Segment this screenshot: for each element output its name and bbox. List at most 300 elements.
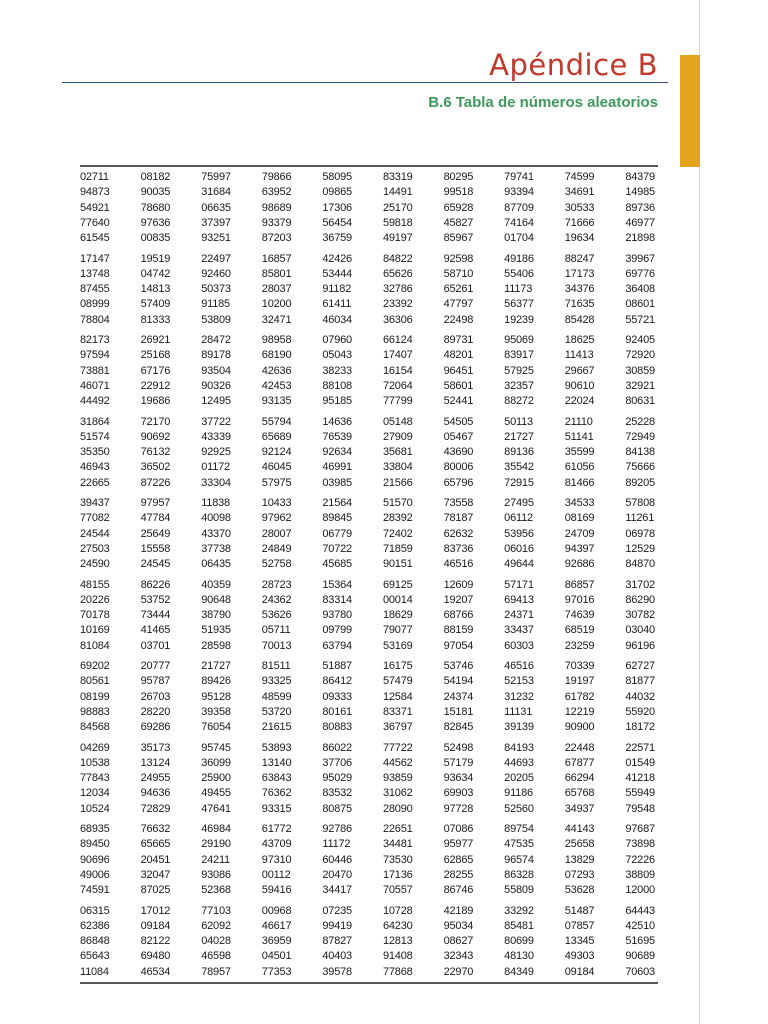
- table-cell: 55721: [625, 313, 655, 326]
- table-row: [80, 557, 658, 572]
- table-cell: 17173: [564, 267, 595, 280]
- table-cell: 68190: [261, 349, 292, 362]
- table-cell: 19207: [443, 593, 474, 606]
- table-cell: 31232: [504, 690, 534, 703]
- table-cell: 35542: [504, 461, 534, 474]
- table-cell: 12609: [443, 578, 474, 591]
- table-cell: 49197: [382, 232, 413, 245]
- table-cell: 89736: [625, 201, 655, 214]
- table-row: [80, 904, 658, 919]
- table-cell: 45827: [443, 216, 474, 229]
- table-cell: 92925: [201, 446, 231, 459]
- table-cell: 42453: [261, 379, 292, 392]
- table-row: [80, 837, 658, 852]
- table-cell: 22448: [564, 741, 595, 754]
- table-cell: 69413: [504, 593, 534, 606]
- table-cell: 98958: [261, 334, 292, 346]
- table-cell: 43690: [443, 446, 474, 459]
- table-cell: 28255: [443, 868, 474, 881]
- table-cell: 89426: [201, 675, 231, 688]
- table-cell: 28220: [140, 705, 171, 718]
- table-cell: 46617: [261, 919, 292, 932]
- table-cell: 07235: [322, 904, 352, 917]
- table-cell: 05467: [443, 430, 474, 443]
- table-row: [80, 853, 658, 868]
- table-cell: 24362: [261, 593, 292, 606]
- table-cell: 89845: [322, 512, 352, 525]
- table-cell: 71859: [382, 542, 413, 555]
- table-cell: 17147: [80, 252, 110, 265]
- table-cell: 75997: [201, 171, 231, 183]
- table-cell: 11261: [625, 512, 655, 525]
- table-cell: 08182: [140, 171, 171, 183]
- table-cell: 81511: [261, 660, 291, 672]
- table-cell: 95128: [201, 690, 231, 703]
- table-cell: 55406: [504, 267, 534, 280]
- table-cell: 83917: [504, 349, 534, 362]
- table-cell: 63843: [261, 772, 292, 785]
- table-cell: 03701: [140, 639, 171, 652]
- table-cell: 93394: [504, 186, 534, 199]
- table-cell: 39437: [80, 497, 110, 509]
- table-cell: 01549: [625, 756, 655, 769]
- table-cell: 74639: [564, 609, 595, 622]
- table-cell: 46991: [322, 461, 352, 474]
- table-cell: 89731: [443, 334, 474, 346]
- table-cell: 46071: [80, 379, 110, 392]
- table-cell: 39967: [625, 252, 655, 265]
- table-cell: 91185: [201, 298, 230, 311]
- table-cell: 72064: [382, 379, 413, 392]
- table-cell: 59416: [261, 884, 292, 897]
- table-cell: 72829: [140, 802, 171, 815]
- table-cell: 97594: [80, 349, 110, 362]
- table-cell: 93325: [261, 675, 292, 688]
- table-cell: 65643: [80, 950, 110, 963]
- table-cell: 83319: [382, 171, 413, 183]
- table-cell: 06112: [504, 512, 533, 525]
- table-cell: 53169: [382, 639, 413, 652]
- table-cell: 32471: [261, 313, 292, 326]
- table-cell: 51570: [382, 497, 413, 509]
- table-cell: 61772: [261, 823, 292, 835]
- table-cell: 82173: [80, 334, 110, 346]
- table-cell: 74164: [504, 216, 534, 229]
- table-cell: 95185: [322, 395, 352, 408]
- table-row: [80, 216, 658, 231]
- table-cell: 93780: [322, 609, 352, 622]
- table-cell: 15181: [443, 705, 474, 718]
- table-cell: 21564: [322, 497, 352, 509]
- table-cell: 44562: [382, 756, 413, 769]
- table-cell: 51695: [625, 935, 655, 948]
- table-cell: 06016: [504, 542, 534, 555]
- table-row: [80, 415, 658, 430]
- table-cell: 84870: [625, 558, 655, 571]
- table-cell: 28472: [201, 334, 231, 346]
- row-block: [80, 252, 658, 334]
- table-cell: 68935: [80, 823, 110, 835]
- table-cell: 34481: [382, 838, 413, 851]
- table-cell: 21898: [625, 232, 655, 245]
- table-cell: 90648: [201, 593, 231, 606]
- table-cell: 84349: [504, 965, 534, 978]
- table-cell: 97962: [261, 512, 292, 525]
- table-cell: 72915: [504, 476, 534, 489]
- table-cell: 93251: [201, 232, 231, 245]
- table-cell: 79741: [504, 171, 534, 183]
- table-cell: 76632: [140, 823, 171, 835]
- table-cell: 06635: [201, 201, 231, 214]
- table-cell: 36408: [625, 283, 655, 296]
- table-cell: 19239: [504, 313, 534, 326]
- table-cell: 37722: [201, 415, 231, 428]
- table-cell: 13345: [564, 935, 595, 948]
- table-cell: 89136: [504, 446, 534, 459]
- table-cell: 10728: [382, 904, 413, 917]
- table-cell: 13124: [140, 756, 171, 769]
- table-cell: 23259: [564, 639, 595, 652]
- table-cell: 67176: [140, 364, 171, 377]
- table-cell: 33304: [201, 476, 231, 489]
- table-row: [80, 822, 658, 837]
- row-block: [80, 822, 658, 904]
- table-cell: 85428: [564, 313, 595, 326]
- table-cell: 95787: [140, 675, 171, 688]
- row-block: [80, 578, 658, 660]
- table-cell: 70603: [625, 965, 655, 978]
- table-cell: 33437: [504, 624, 534, 637]
- table-row: [80, 511, 658, 526]
- table-cell: 60303: [504, 639, 534, 652]
- table-cell: 53893: [261, 741, 292, 754]
- table-row: [80, 705, 658, 720]
- table-cell: 50113: [504, 415, 533, 428]
- table-cell: 87455: [80, 283, 110, 296]
- table-cell: 75666: [625, 461, 655, 474]
- table-cell: 97728: [443, 802, 474, 815]
- table-cell: 24374: [443, 690, 474, 703]
- table-cell: 51574: [80, 430, 110, 443]
- table-cell: 79077: [382, 624, 413, 637]
- table-cell: 07293: [564, 868, 595, 881]
- table-cell: 80161: [322, 705, 352, 718]
- table-cell: 09799: [322, 624, 352, 637]
- table-cell: 97957: [140, 497, 171, 509]
- table-row: [80, 430, 658, 445]
- table-cell: 70557: [382, 884, 413, 897]
- table-cell: 22970: [443, 965, 474, 978]
- table-cell: 36759: [322, 232, 352, 245]
- table-cell: 52153: [504, 675, 534, 688]
- table-cell: 18172: [625, 721, 655, 734]
- table-cell: 40403: [322, 950, 352, 963]
- table-cell: 53956: [504, 527, 534, 540]
- table-cell: 80295: [443, 171, 474, 183]
- table-cell: 17306: [322, 201, 352, 214]
- table-cell: 94397: [564, 542, 595, 555]
- table-cell: 97687: [625, 823, 655, 835]
- table-cell: 44492: [80, 395, 110, 408]
- table-cell: 12584: [382, 690, 413, 703]
- table-cell: 24211: [201, 853, 230, 866]
- table-row: [80, 593, 658, 608]
- table-cell: 71666: [564, 216, 595, 229]
- table-row: [80, 802, 658, 817]
- table-cell: 80883: [322, 721, 352, 734]
- table-cell: 86746: [443, 884, 474, 897]
- table-cell: 70178: [80, 609, 110, 622]
- table-cell: 89754: [504, 823, 534, 835]
- table-cell: 24371: [504, 609, 534, 622]
- table-cell: 48599: [261, 690, 292, 703]
- table-cell: 77799: [382, 395, 413, 408]
- table-cell: 12495: [201, 395, 231, 408]
- table-cell: 77640: [80, 216, 110, 229]
- table-cell: 97016: [564, 593, 595, 606]
- table-cell: 50373: [201, 283, 231, 296]
- table-cell: 96574: [504, 853, 534, 866]
- table-cell: 95977: [443, 838, 474, 851]
- table-cell: 69286: [140, 721, 171, 734]
- table-cell: 18625: [564, 334, 595, 346]
- table-cell: 07857: [564, 919, 595, 932]
- table-cell: 60446: [322, 853, 352, 866]
- row-block: [80, 170, 658, 252]
- table-cell: 00968: [261, 904, 292, 917]
- table-cell: 76132: [140, 446, 171, 459]
- table-cell: 14985: [625, 186, 655, 199]
- table-cell: 00014: [382, 593, 413, 606]
- table-row: [80, 333, 658, 348]
- table-row: [80, 674, 658, 689]
- row-block: [80, 415, 658, 497]
- table-cell: 20470: [322, 868, 352, 881]
- table-cell: 57975: [261, 476, 292, 489]
- table-row: [80, 185, 658, 200]
- table-cell: 88159: [443, 624, 474, 637]
- table-cell: 12813: [382, 935, 413, 948]
- table-cell: 36959: [261, 935, 292, 948]
- table-cell: 47797: [443, 298, 474, 311]
- table-cell: 94636: [140, 787, 171, 800]
- table-cell: 79548: [625, 802, 655, 815]
- table-cell: 12034: [80, 787, 110, 800]
- table-cell: 78187: [443, 512, 474, 525]
- table-cell: 51487: [564, 904, 595, 917]
- table-cell: 78804: [80, 313, 110, 326]
- table-cell: 01172: [201, 461, 230, 474]
- table-cell: 34376: [564, 283, 595, 296]
- table-cell: 55794: [261, 415, 292, 428]
- table-row: [80, 460, 658, 475]
- table-cell: 86412: [322, 675, 352, 688]
- table-cell: 34533: [564, 497, 595, 509]
- table-cell: 08999: [80, 298, 110, 311]
- table-cell: 69903: [443, 787, 474, 800]
- table-cell: 21566: [382, 476, 413, 489]
- table-cell: 71635: [564, 298, 595, 311]
- table-cell: 21110: [564, 415, 593, 428]
- table-cell: 73530: [382, 853, 413, 866]
- table-cell: 66294: [564, 772, 595, 785]
- table-cell: 97054: [443, 639, 474, 652]
- table-cell: 84138: [625, 446, 655, 459]
- table-cell: 57808: [625, 497, 655, 509]
- table-cell: 46534: [140, 965, 171, 978]
- table-cell: 06779: [322, 527, 352, 540]
- table-row: [80, 527, 658, 542]
- table-cell: 76054: [201, 721, 231, 734]
- table-cell: 11084: [80, 965, 109, 978]
- table-cell: 16175: [382, 660, 413, 672]
- table-cell: 48155: [80, 578, 110, 591]
- table-row: [80, 379, 658, 394]
- section-title: B.6 Tabla de números aleatorios: [428, 94, 658, 111]
- table-cell: 67877: [564, 756, 595, 769]
- table-cell: 30782: [625, 609, 655, 622]
- table-cell: 03985: [322, 476, 352, 489]
- table-cell: 85967: [443, 232, 474, 245]
- table-row: [80, 919, 658, 934]
- table-cell: 95034: [443, 919, 474, 932]
- table-cell: 65261: [443, 283, 474, 296]
- table-cell: 23392: [382, 298, 413, 311]
- appendix-title: Apéndice B: [489, 48, 658, 82]
- table-cell: 93859: [382, 772, 413, 785]
- table-cell: 94873: [80, 186, 110, 199]
- table-cell: 11838: [201, 497, 230, 509]
- table-cell: 90326: [201, 379, 231, 392]
- row-block: [80, 659, 658, 741]
- table-cell: 46516: [504, 660, 534, 672]
- table-cell: 34691: [564, 186, 595, 199]
- table-cell: 84568: [80, 721, 110, 734]
- table-cell: 57925: [504, 364, 534, 377]
- table-cell: 33292: [504, 904, 534, 917]
- table-cell: 06315: [80, 904, 110, 917]
- table-cell: 25649: [140, 527, 171, 540]
- table-cell: 81084: [80, 639, 110, 652]
- table-cell: 36099: [201, 756, 231, 769]
- table-cell: 92634: [322, 446, 352, 459]
- table-cell: 63952: [261, 186, 292, 199]
- table-cell: 62092: [201, 919, 231, 932]
- table-cell: 48201: [443, 349, 474, 362]
- table-cell: 68519: [564, 624, 595, 637]
- table-row: [80, 445, 658, 460]
- table-cell: 96196: [625, 639, 655, 652]
- table-cell: 32786: [382, 283, 413, 296]
- table-cell: 74591: [80, 884, 110, 897]
- table-row: [80, 690, 658, 705]
- table-cell: 42426: [322, 252, 352, 265]
- table-cell: 63794: [322, 639, 352, 652]
- table-row: [80, 608, 658, 623]
- table-cell: 17012: [140, 904, 171, 917]
- table-cell: 49006: [80, 868, 110, 881]
- table-cell: 92405: [625, 334, 655, 346]
- table-cell: 83371: [382, 705, 413, 718]
- table-cell: 86857: [564, 578, 595, 591]
- table-cell: 53752: [140, 593, 171, 606]
- table-cell: 32047: [140, 868, 171, 881]
- table-cell: 21727: [201, 660, 231, 672]
- table-cell: 52368: [201, 884, 231, 897]
- table-cell: 39578: [322, 965, 352, 978]
- row-block: [80, 333, 658, 415]
- table-row: [80, 267, 658, 282]
- table-cell: 38790: [201, 609, 231, 622]
- table-cell: 78957: [201, 965, 231, 978]
- table-cell: 19197: [564, 675, 595, 688]
- table-cell: 39358: [201, 705, 231, 718]
- table-cell: 91182: [322, 283, 352, 296]
- table-cell: 55949: [625, 787, 655, 800]
- table-cell: 52758: [261, 558, 292, 571]
- table-cell: 09184: [564, 965, 595, 978]
- table-cell: 92786: [322, 823, 352, 835]
- table-cell: 24955: [140, 772, 171, 785]
- table-row: [80, 313, 658, 328]
- table-cell: 77353: [261, 965, 292, 978]
- table-row: [80, 297, 658, 312]
- table-row: [80, 771, 658, 786]
- table-cell: 65796: [443, 476, 474, 489]
- table-cell: 46943: [80, 461, 110, 474]
- table-cell: 85801: [261, 267, 292, 280]
- table-cell: 90696: [80, 853, 110, 866]
- table-cell: 88272: [504, 395, 534, 408]
- header-rule: [62, 82, 668, 83]
- table-cell: 62632: [443, 527, 474, 540]
- table-cell: 36797: [382, 721, 413, 734]
- table-cell: 24544: [80, 527, 110, 540]
- table-cell: 61411: [322, 298, 352, 311]
- table-cell: 34417: [322, 884, 352, 897]
- table-row: [80, 282, 658, 297]
- random-numbers-table: [80, 165, 658, 984]
- table-cell: 51887: [322, 660, 352, 672]
- table-cell: 04742: [140, 267, 171, 280]
- table-cell: 74599: [564, 171, 595, 183]
- table-cell: 24590: [80, 558, 110, 571]
- table-cell: 49644: [504, 558, 534, 571]
- table-cell: 25170: [382, 201, 413, 214]
- table-cell: 43709: [261, 838, 292, 851]
- table-cell: 82845: [443, 721, 474, 734]
- table-row: [80, 348, 658, 363]
- table-cell: 37397: [201, 216, 231, 229]
- table-cell: 35599: [564, 446, 595, 459]
- table-cell: 53628: [564, 884, 595, 897]
- table-cell: 84379: [625, 171, 655, 183]
- table-cell: 37706: [322, 756, 352, 769]
- table-cell: 39139: [504, 721, 534, 734]
- table-cell: 46045: [261, 461, 292, 474]
- table-cell: 65768: [564, 787, 595, 800]
- table-cell: 33804: [382, 461, 413, 474]
- table-cell: 78680: [140, 201, 171, 214]
- table-row: [80, 170, 658, 185]
- table-cell: 09184: [140, 919, 171, 932]
- table-cell: 91186: [504, 787, 533, 800]
- table-cell: 89178: [201, 349, 231, 362]
- table-cell: 90689: [625, 950, 655, 963]
- table-cell: 46598: [201, 950, 231, 963]
- table-cell: 66124: [382, 334, 413, 346]
- table-cell: 89205: [625, 476, 655, 489]
